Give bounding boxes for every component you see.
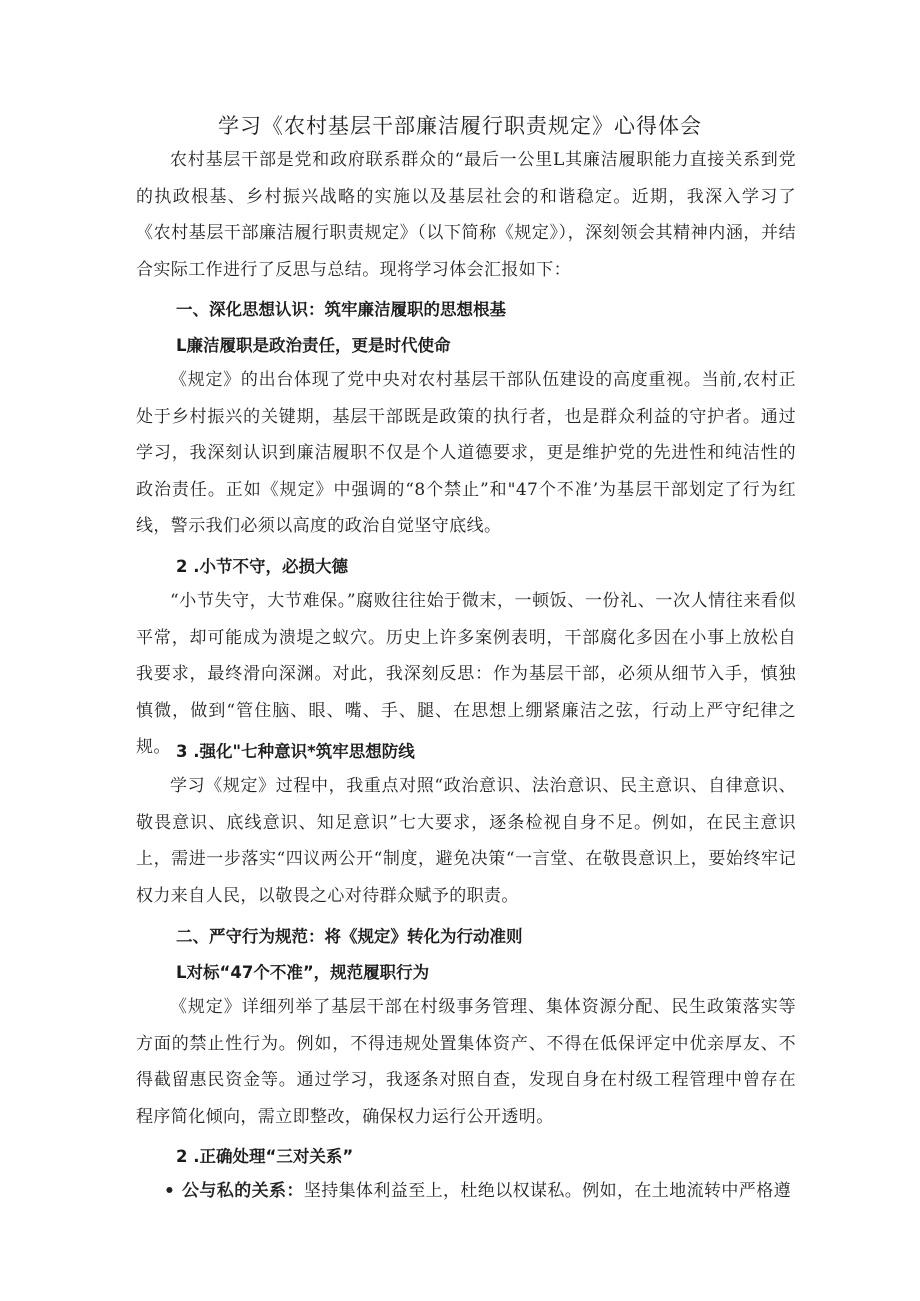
s1-item3-paragraph: 学习《规定》过程中，我重点对照“政治意识、法治意识、民主意识、自律意识、敬畏意识、底线意识、知足意识”七大要求，逐条检视自身不足。例如，在民主意识上，需进一步落实“四议两公开“制度，避免决策“一言堂、在敬畏意识上，要始终牢记权力来自人民，以敬畏之心对待群众赋予的职责。: [136, 776, 796, 906]
s2-item2-heading: 2 .正确处理“三对关系”: [176, 1147, 354, 1166]
s1-item2-heading: 2 .小节不守，必损大德: [176, 557, 348, 576]
document-title: 学习《农村基层干部廉洁履行职责规定》心得体会: [218, 114, 702, 138]
section2-heading: 二、严守行为规范：将《规定》转化为行动准则: [176, 927, 523, 946]
s1-item1-heading: L廉洁履职是政治责任，更是时代使命: [176, 336, 451, 355]
s2-item1-heading: L对标“47个不准”，规范履职行为: [176, 963, 430, 982]
section1-heading: 一、深化思想认识：筑牢廉洁履职的思想根基: [176, 300, 506, 319]
bullet-icon: •: [164, 1181, 176, 1201]
s1-item2-paragraph: “小节失守，大节难保。”腐败往往始于微末，一顿饭、一份礼、一次人情往来看似平常，却可能成为溃堤之蚁穴。历史上许多案例表明，干部腐化多因在小事上放松自我要求，最终滑向深渊。对此，我深刻反思：作为基层干部，必须从细节入手，慎独慎微，做到“管住脑、眼、嘴、手、腿、在思想上绷紧廉洁之弦，行动上严守纪律之规。: [136, 591, 796, 757]
s2-item1-paragraph: 《规定》详细列举了基层干部在村级事务管理、集体资源分配、民生政策落实等方面的禁止性行为。例如，不得违规处置集体资产、不得在低保评定中优亲厚友、不得截留惠民资金等。通过学习，我逐条对照自查，发现自身在村级工程管理中曾存在程序简化倾向，需立即整改，确保权力运行公开透明。: [136, 997, 796, 1127]
bullet-item: [164, 1173, 804, 1210]
bullet-text: 坚持集体利益至上，杜绝以权谋私。例如，在土地流转中严格遵: [303, 1181, 792, 1201]
bullet-term: 公与私的关系：: [182, 1181, 304, 1201]
s1-item1-paragraph: 《规定》的出台体现了党中央对农村基层干部队伍建设的高度重视。当前,农村正处于乡村振兴的关键期，基层干部既是政策的执行者，也是群众利益的守护者。通过学习，我深刻认识到廉洁履职不仅是个人道德要求，更是维护党的先进性和纯洁性的政治责任。正如《规定》中强调的“8个禁止”和"47个不准’为基层干部划定了行为红线，警示我们必须以高度的政治自觉坚守底线。: [136, 370, 796, 536]
intro-paragraph: 农村基层干部是党和政府联系群众的“最后一公里L其廉洁履职能力直接关系到党的执政根基、乡村振兴战略的实施以及基层社会的和谐稳定。近期，我深入学习了《农村基层干部廉洁履行职责规定》（以下简称《规定》），深刻领会其精神内涵，并结合实际工作进行了反思与总结。现将学习体会汇报如下：: [136, 150, 796, 280]
s1-item3-heading: 3 .强化"七种意识*筑牢思想防线: [176, 742, 415, 761]
